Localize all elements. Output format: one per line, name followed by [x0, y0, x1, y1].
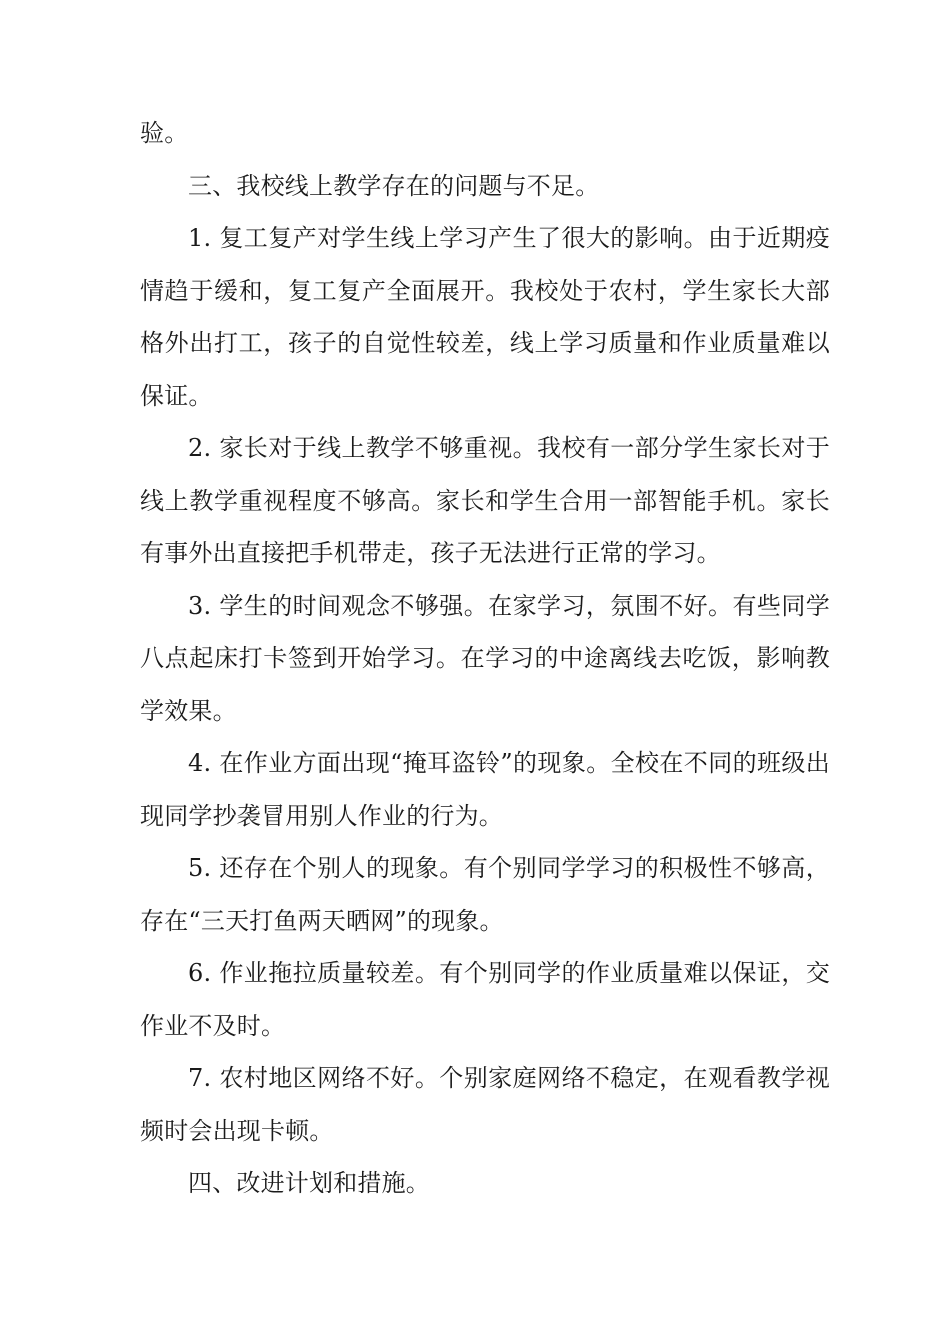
- section-heading-3: 三、我校线上教学存在的问题与不足。: [188, 171, 600, 200]
- section-heading-4: 四、改进计划和措施。: [188, 1169, 430, 1197]
- list-item-5: 5. 还存在个别人的现象。有个别同学学习的积极性不够高，存在“三天打鱼两天晒网”的现象。: [140, 854, 830, 935]
- list-item-3: 3. 学生的时间观念不够强。在家学习，氛围不好。有些同学八点起床打卡签到开始学习。在学习的中途离线去吃饭，影响教学效果。: [140, 591, 830, 725]
- document-page: [140, 107, 830, 1210]
- list-item-4: 4. 在作业方面出现“掩耳盗铃”的现象。全校在不同的班级出现同学抄袭冒用别人作业的行为。: [140, 749, 830, 830]
- list-item-6: 6. 作业拖拉质量较差。有个别同学的作业质量难以保证，交作业不及时。: [140, 959, 830, 1040]
- paragraph-continuation: 验。: [140, 119, 189, 147]
- list-item-7: 7. 农村地区网络不好。个别家庭网络不稳定，在观看教学视频时会出现卡顿。: [140, 1064, 830, 1145]
- list-item-2: 2. 家长对于线上教学不够重视。我校有一部分学生家长对于线上教学重视程度不够高。家长和学生合用一部智能手机。家长有事外出直接把手机带走，孩子无法进行正常的学习。: [140, 434, 830, 567]
- list-item-1: 1. 复工复产对学生线上学习产生了很大的影响。由于近期疫情趋于缓和，复工复产全面展开。我校处于农村，学生家长大部格外出打工，孩子的自觉性较差，线上学习质量和作业质量难以保证。: [140, 224, 830, 410]
